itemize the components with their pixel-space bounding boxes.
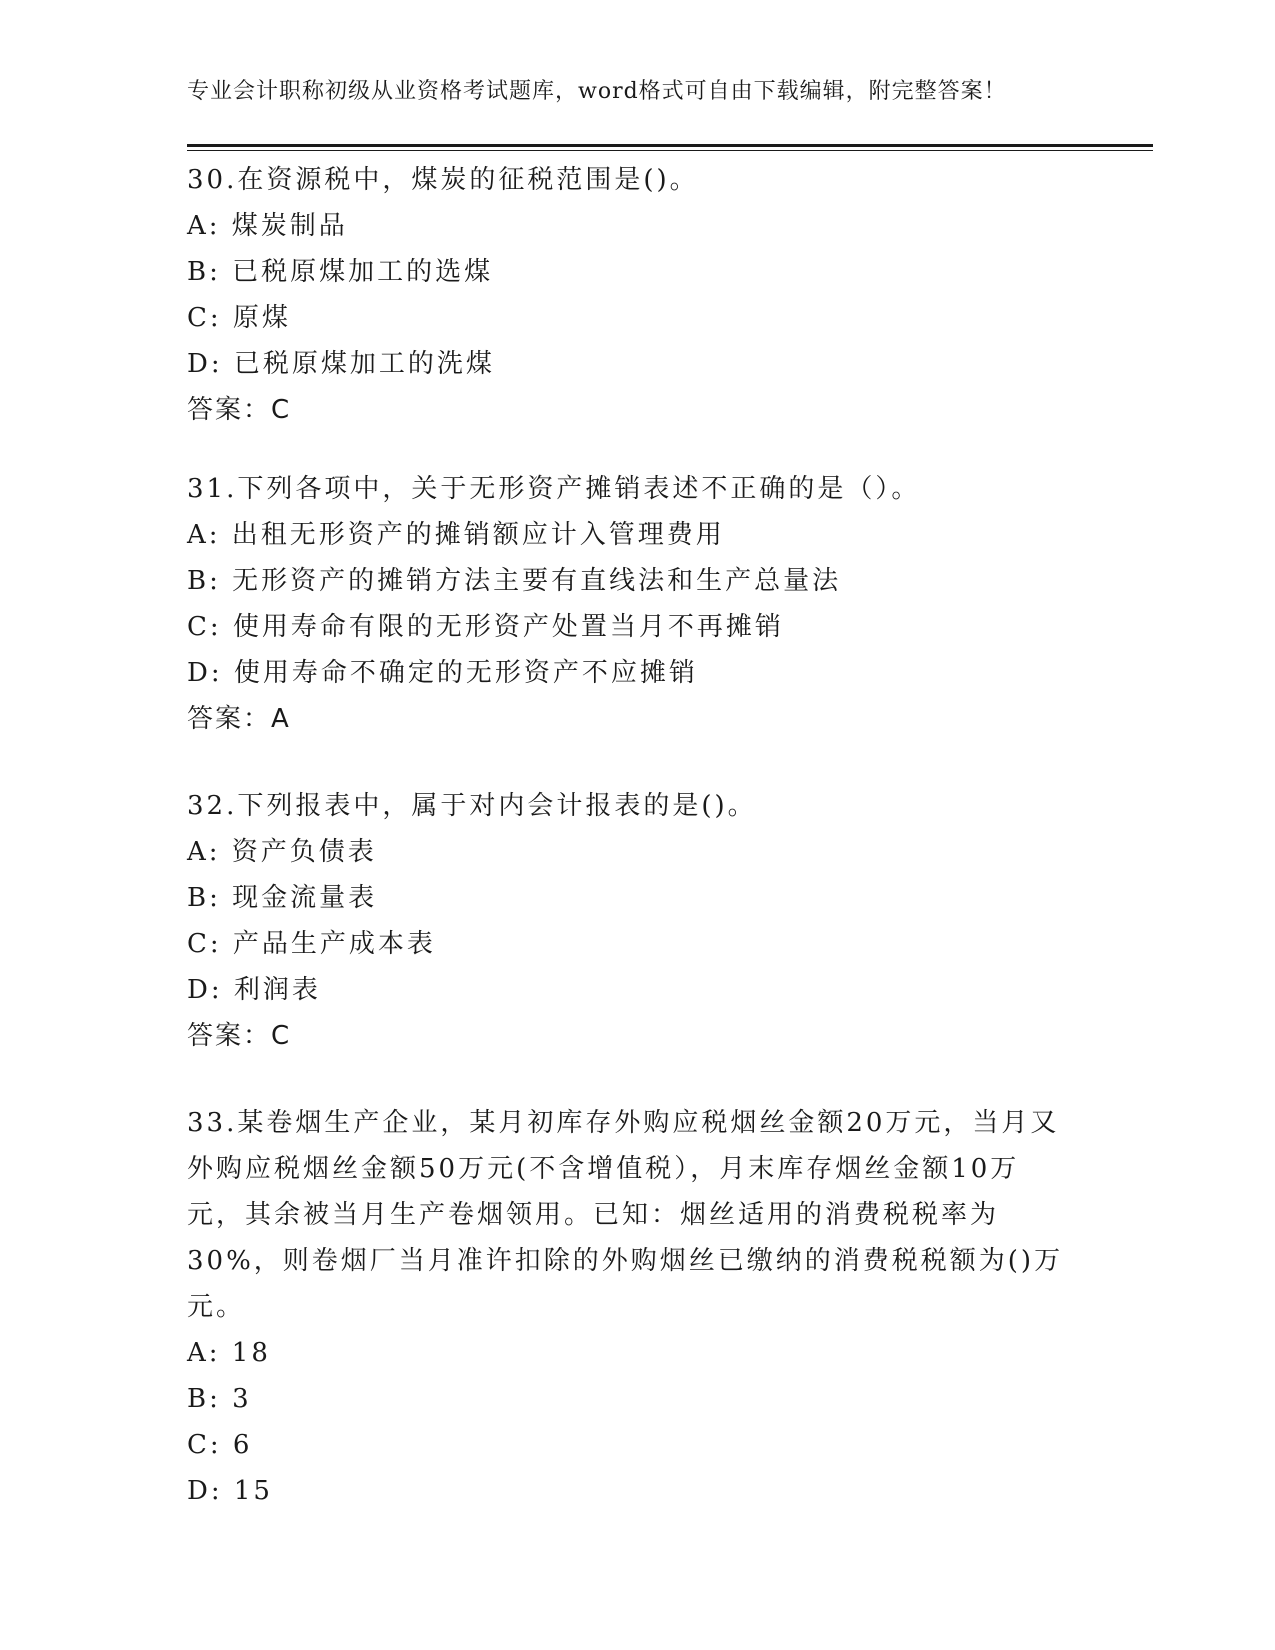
question-32 — [187, 783, 1087, 1059]
option-c: C: 使用寿命有限的无形资产处置当月不再摊销 — [187, 612, 784, 642]
page-header: 专业会计职称初级从业资格考试题库，word格式可自由下载编辑，附完整答案！ — [187, 79, 1007, 104]
header-divider-thin — [187, 150, 1153, 151]
question-31 — [187, 466, 1087, 742]
header-divider-thick — [187, 144, 1153, 147]
option-a: A: 资产负债表 — [187, 837, 377, 867]
option-d: D: 15 — [187, 1476, 273, 1506]
option-b: B: 已税原煤加工的选煤 — [187, 257, 494, 287]
option-a: A: 煤炭制品 — [187, 211, 348, 241]
question-stem: 31.下列各项中，关于无形资产摊销表述不正确的是（）。 — [187, 474, 921, 504]
question-stem: 33.某卷烟生产企业，某月初库存外购应税烟丝金额20万元，当月又外购应税烟丝金额50万元(不含增值税），月末库存烟丝金额10万元，其余被当月生产卷烟领用。已知：烟丝适用的消费税税率为30%，则卷烟厂当月准许扣除的外购烟丝已缴纳的消费税税额为()万元。 — [187, 1108, 1064, 1322]
option-b: B: 现金流量表 — [187, 883, 378, 913]
option-a: A: 出租无形资产的摊销额应计入管理费用 — [187, 520, 725, 550]
option-d: D: 利润表 — [187, 975, 321, 1005]
answer-line: 答案：A — [187, 704, 291, 734]
option-c: C: 6 — [187, 1430, 253, 1460]
answer-line: 答案：C — [187, 395, 292, 425]
question-stem: 30.在资源税中，煤炭的征税范围是()。 — [187, 165, 699, 195]
option-a: A: 18 — [187, 1338, 271, 1368]
option-d: D: 使用寿命不确定的无形资产不应摊销 — [187, 658, 698, 688]
option-b: B: 3 — [187, 1384, 252, 1414]
question-33 — [187, 1100, 1067, 1514]
question-stem: 32.下列报表中，属于对内会计报表的是()。 — [187, 791, 757, 821]
option-d: D: 已税原煤加工的洗煤 — [187, 349, 495, 379]
option-c: C: 产品生产成本表 — [187, 929, 436, 959]
option-c: C: 原煤 — [187, 303, 291, 333]
option-b: B: 无形资产的摊销方法主要有直线法和生产总量法 — [187, 566, 842, 596]
question-30 — [187, 157, 1087, 433]
answer-line: 答案：C — [187, 1021, 292, 1051]
